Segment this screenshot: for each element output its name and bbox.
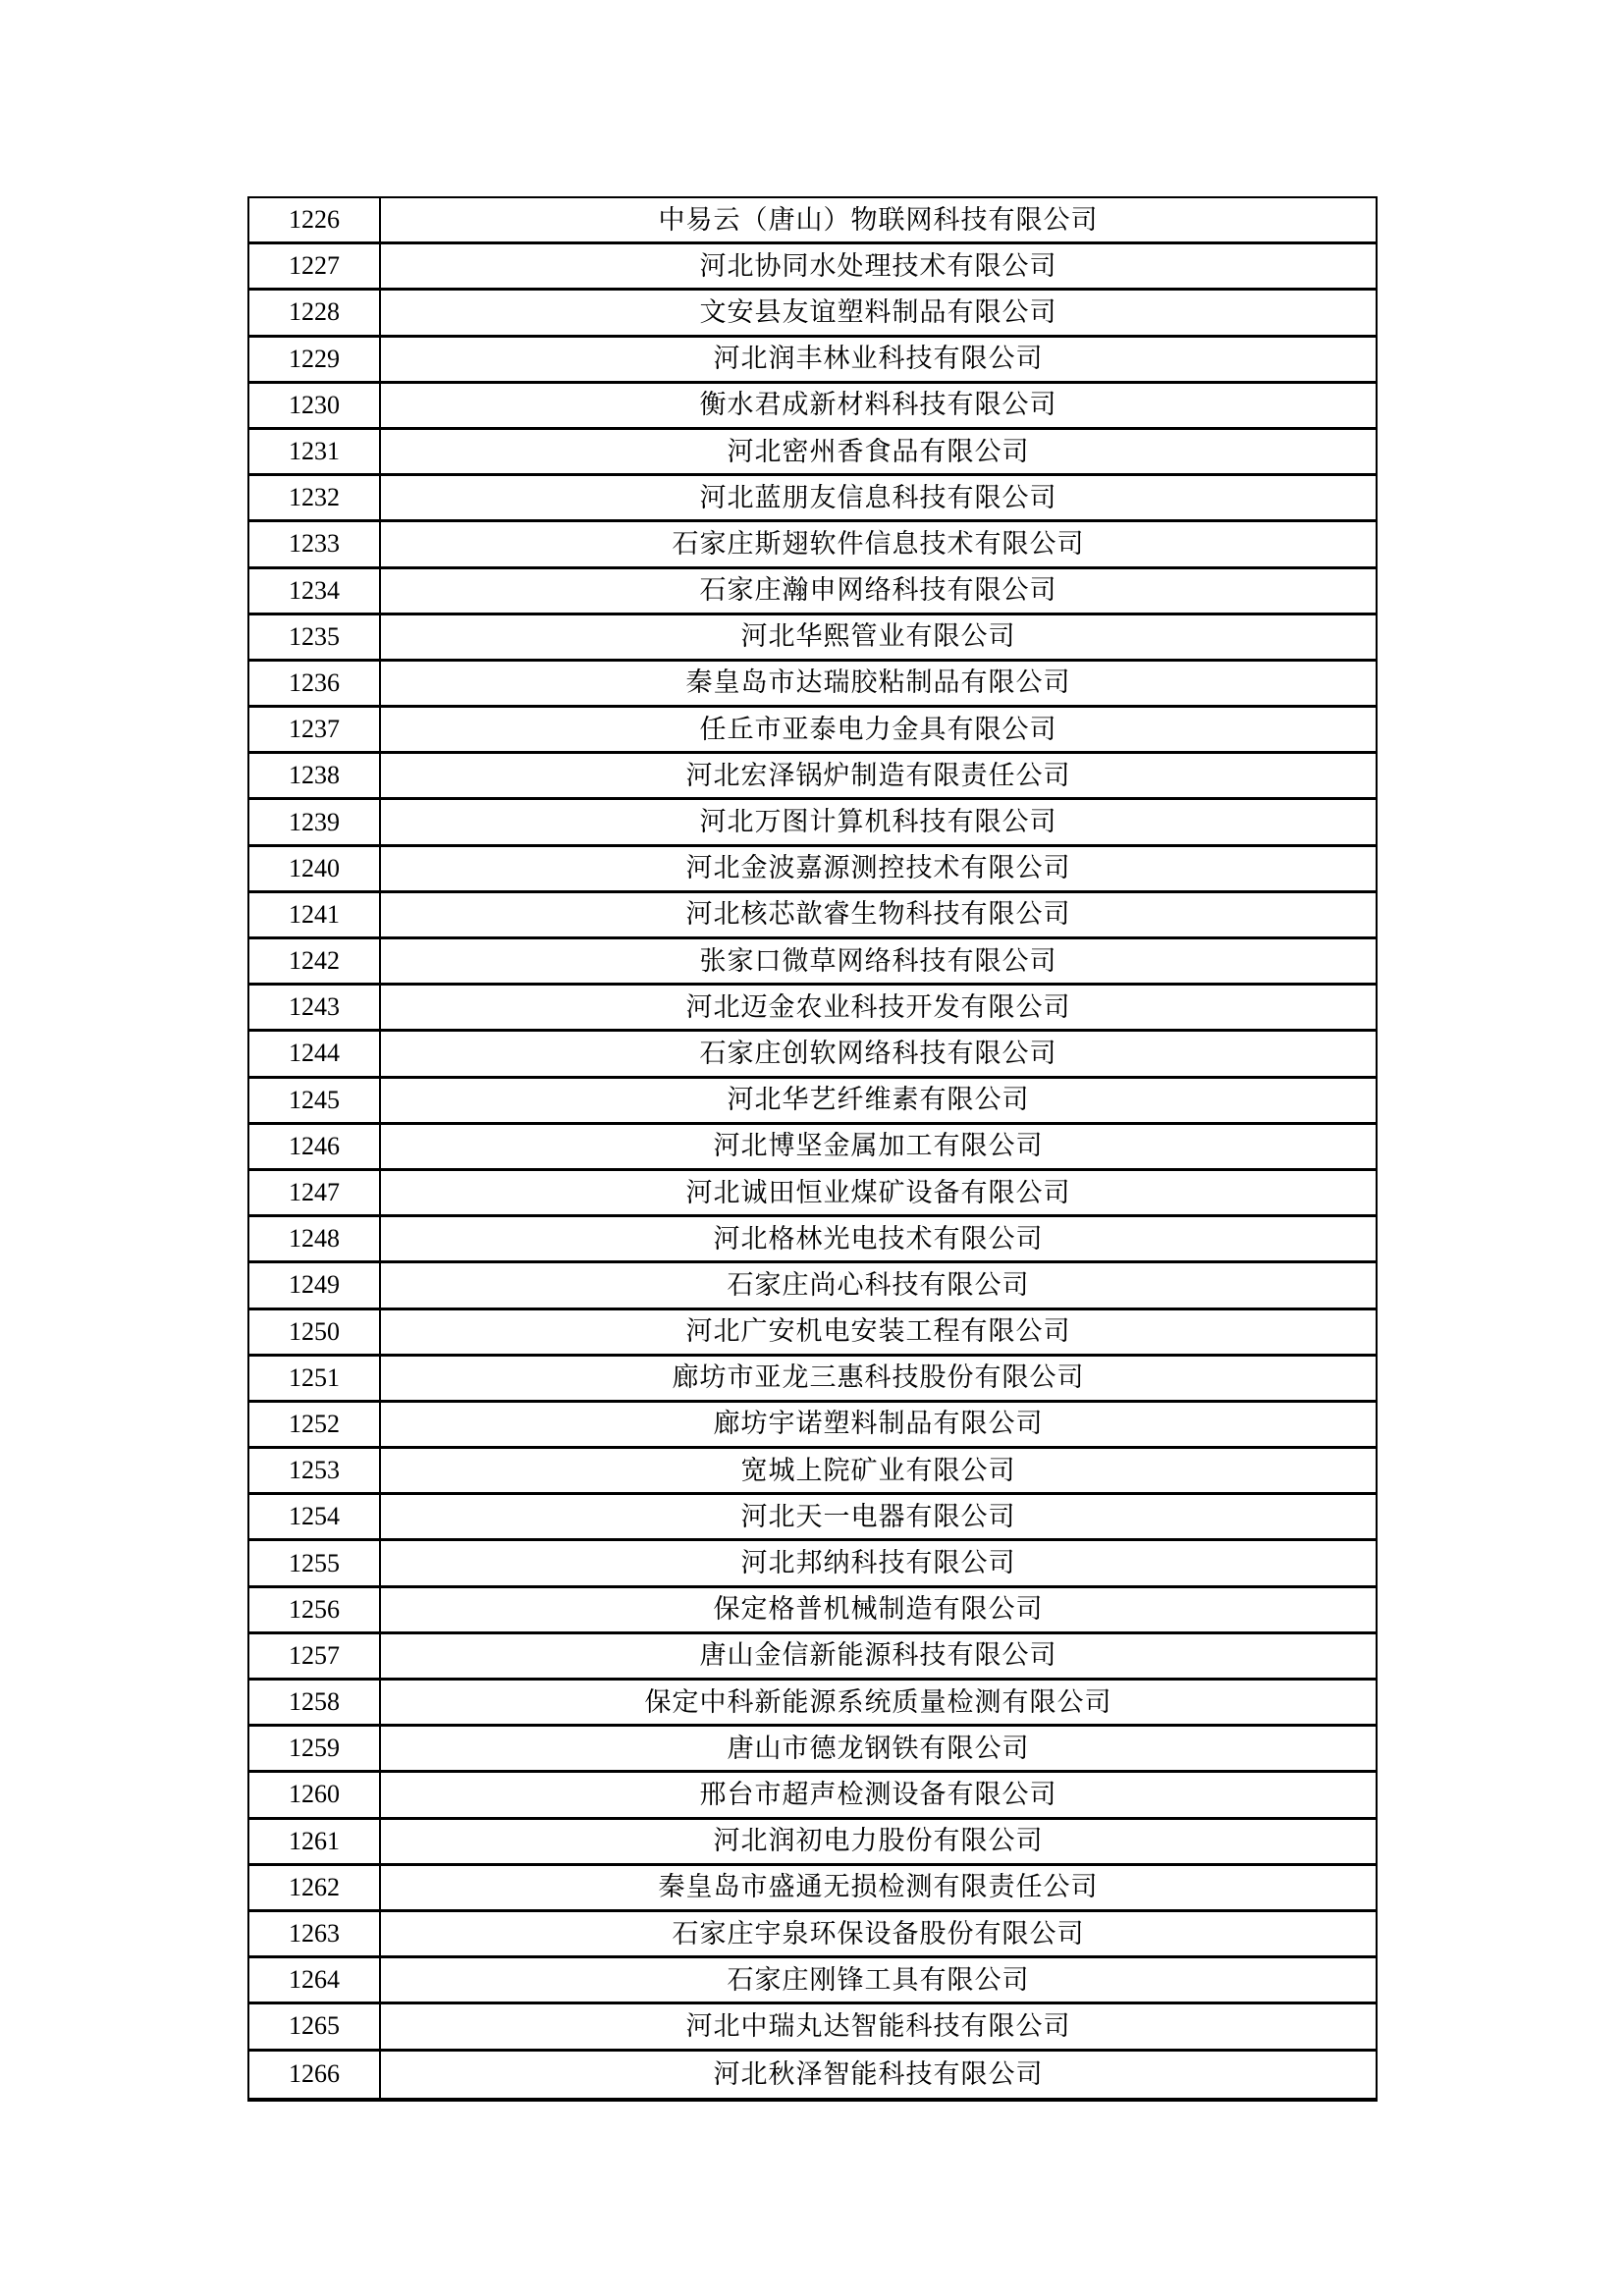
company-name-cell: 河北中瑞丸达智能科技有限公司 (685, 2010, 1071, 2041)
row-number-cell: 1260 (249, 1773, 381, 1816)
table-row (249, 430, 1376, 476)
row-number-cell: 1242 (249, 939, 381, 983)
table-row (249, 1032, 1376, 1078)
company-name-cell: 河北秋泽智能科技有限公司 (713, 2058, 1044, 2089)
company-name-cell: 河北华熙管业有限公司 (740, 621, 1016, 652)
table-row (249, 1820, 1376, 1866)
row-number-cell: 1238 (249, 754, 381, 797)
row-number-cell: 1243 (249, 986, 381, 1029)
company-name-cell: 河北金波嘉源测控技术有限公司 (685, 853, 1071, 883)
company-name-cell: 石家庄刚锋工具有限公司 (727, 1964, 1030, 1995)
table-row (249, 986, 1376, 1032)
company-name-cell: 任丘市亚泰电力金具有限公司 (699, 714, 1057, 744)
table-row (249, 198, 1376, 244)
company-name-cell: 河北万图计算机科技有限公司 (699, 807, 1057, 837)
row-number-cell: 1265 (249, 2004, 381, 2048)
row-number-cell: 1230 (249, 384, 381, 427)
table-row (249, 1449, 1376, 1495)
table-row (249, 939, 1376, 986)
company-name-cell: 石家庄斯翅软件信息技术有限公司 (672, 528, 1085, 559)
row-number-cell: 1259 (249, 1727, 381, 1770)
row-number-cell: 1227 (249, 244, 381, 288)
row-number-cell: 1263 (249, 1912, 381, 1955)
row-number-cell: 1266 (249, 2052, 381, 2098)
table-row (249, 1541, 1376, 1587)
table-row (249, 1588, 1376, 1634)
table-row (249, 708, 1376, 754)
row-number-cell: 1228 (249, 291, 381, 334)
row-number-cell: 1258 (249, 1681, 381, 1724)
table-row (249, 615, 1376, 662)
company-name-cell: 河北润初电力股份有限公司 (713, 1826, 1044, 1856)
row-number-cell: 1241 (249, 893, 381, 936)
table-row (249, 1866, 1376, 1912)
company-name-cell: 廊坊宇诺塑料制品有限公司 (713, 1409, 1044, 1439)
company-name-cell: 河北天一电器有限公司 (740, 1501, 1016, 1531)
company-name-cell: 河北广安机电安装工程有限公司 (685, 1316, 1071, 1347)
row-number-cell: 1250 (249, 1310, 381, 1354)
company-name-cell: 河北诚田恒业煤矿设备有限公司 (685, 1177, 1071, 1207)
company-name-cell: 河北协同水处理技术有限公司 (699, 250, 1057, 281)
company-name-cell: 唐山市德龙钢铁有限公司 (727, 1733, 1030, 1763)
row-number-cell: 1264 (249, 1958, 381, 2002)
row-number-cell: 1237 (249, 708, 381, 751)
company-name-cell: 保定中科新能源系统质量检测有限公司 (644, 1686, 1112, 1717)
row-number-cell: 1245 (249, 1079, 381, 1122)
table-row (249, 1079, 1376, 1125)
company-name-cell: 石家庄瀚申网络科技有限公司 (699, 575, 1057, 606)
row-number-cell: 1239 (249, 800, 381, 843)
row-number-cell: 1246 (249, 1125, 381, 1168)
company-name-cell: 衡水君成新材料科技有限公司 (699, 390, 1057, 420)
company-name-cell: 石家庄宇泉环保设备股份有限公司 (672, 1918, 1085, 1949)
table-row (249, 1727, 1376, 1773)
table-row (249, 662, 1376, 708)
company-name-cell: 河北迈金农业科技开发有限公司 (685, 991, 1071, 1022)
table-row (249, 1912, 1376, 1958)
row-number-cell: 1244 (249, 1032, 381, 1075)
company-name-cell: 中易云（唐山）物联网科技有限公司 (658, 204, 1099, 235)
company-name-cell: 秦皇岛市盛通无损检测有限责任公司 (658, 1872, 1099, 1902)
row-number-cell: 1249 (249, 1263, 381, 1307)
table-row (249, 1681, 1376, 1727)
company-list-table (247, 196, 1378, 2102)
company-name-cell: 河北博坚金属加工有限公司 (713, 1131, 1044, 1161)
row-number-cell: 1254 (249, 1495, 381, 1538)
row-number-cell: 1229 (249, 338, 381, 381)
table-row (249, 1958, 1376, 2004)
table-row (249, 1357, 1376, 1403)
table-row (249, 1773, 1376, 1819)
company-name-cell: 宽城上院矿业有限公司 (740, 1455, 1016, 1485)
table-row (249, 1310, 1376, 1357)
table-row (249, 1403, 1376, 1449)
table-row (249, 1171, 1376, 1217)
row-number-cell: 1252 (249, 1403, 381, 1446)
row-number-cell: 1255 (249, 1541, 381, 1584)
row-number-cell: 1235 (249, 615, 381, 659)
table-row (249, 244, 1376, 291)
table-row (249, 2004, 1376, 2051)
company-name-cell: 河北格林光电技术有限公司 (713, 1223, 1044, 1254)
table-row (249, 1634, 1376, 1681)
table-row (249, 522, 1376, 568)
company-name-cell: 河北宏泽锅炉制造有限责任公司 (685, 760, 1071, 790)
company-name-cell: 石家庄尚心科技有限公司 (727, 1269, 1030, 1300)
company-name-cell: 石家庄创软网络科技有限公司 (699, 1038, 1057, 1068)
table-row (249, 569, 1376, 615)
table-row (249, 2052, 1376, 2098)
table-row (249, 847, 1376, 893)
row-number-cell: 1251 (249, 1357, 381, 1400)
table-row (249, 1263, 1376, 1309)
row-number-cell: 1253 (249, 1449, 381, 1492)
row-number-cell: 1262 (249, 1866, 381, 1909)
company-name-cell: 河北润丰林业科技有限公司 (713, 344, 1044, 374)
company-name-cell: 秦皇岛市达瑞胶粘制品有限公司 (685, 667, 1071, 698)
company-name-cell: 唐山金信新能源科技有限公司 (699, 1640, 1057, 1671)
row-number-cell: 1233 (249, 522, 381, 565)
table-row (249, 1217, 1376, 1263)
company-name-cell: 文安县友谊塑料制品有限公司 (699, 296, 1057, 327)
company-name-cell: 河北蓝朋友信息科技有限公司 (699, 482, 1057, 512)
table-row (249, 1495, 1376, 1541)
company-name-cell: 河北核芯歆睿生物科技有限公司 (685, 899, 1071, 930)
row-number-cell: 1256 (249, 1588, 381, 1631)
company-name-cell: 河北密州香食品有限公司 (727, 436, 1030, 466)
table-row (249, 384, 1376, 430)
company-name-cell: 廊坊市亚龙三惠科技股份有限公司 (672, 1362, 1085, 1393)
company-name-cell: 河北邦纳科技有限公司 (740, 1548, 1016, 1578)
row-number-cell: 1232 (249, 476, 381, 519)
table-row (249, 291, 1376, 337)
company-name-cell: 河北华艺纤维素有限公司 (727, 1085, 1030, 1115)
company-name-cell: 邢台市超声检测设备有限公司 (699, 1779, 1057, 1809)
company-name-cell: 张家口微草网络科技有限公司 (699, 945, 1057, 976)
table-row (249, 893, 1376, 939)
row-number-cell: 1234 (249, 569, 381, 613)
row-number-cell: 1236 (249, 662, 381, 705)
table-row (249, 1125, 1376, 1171)
table-row (249, 338, 1376, 384)
table-row (249, 476, 1376, 522)
row-number-cell: 1240 (249, 847, 381, 890)
row-number-cell: 1226 (249, 198, 381, 241)
company-name-cell: 保定格普机械制造有限公司 (713, 1594, 1044, 1625)
row-number-cell: 1231 (249, 430, 381, 473)
row-number-cell: 1247 (249, 1171, 381, 1214)
row-number-cell: 1261 (249, 1820, 381, 1863)
table-row (249, 754, 1376, 800)
table-row (249, 800, 1376, 846)
row-number-cell: 1257 (249, 1634, 381, 1678)
row-number-cell: 1248 (249, 1217, 381, 1260)
